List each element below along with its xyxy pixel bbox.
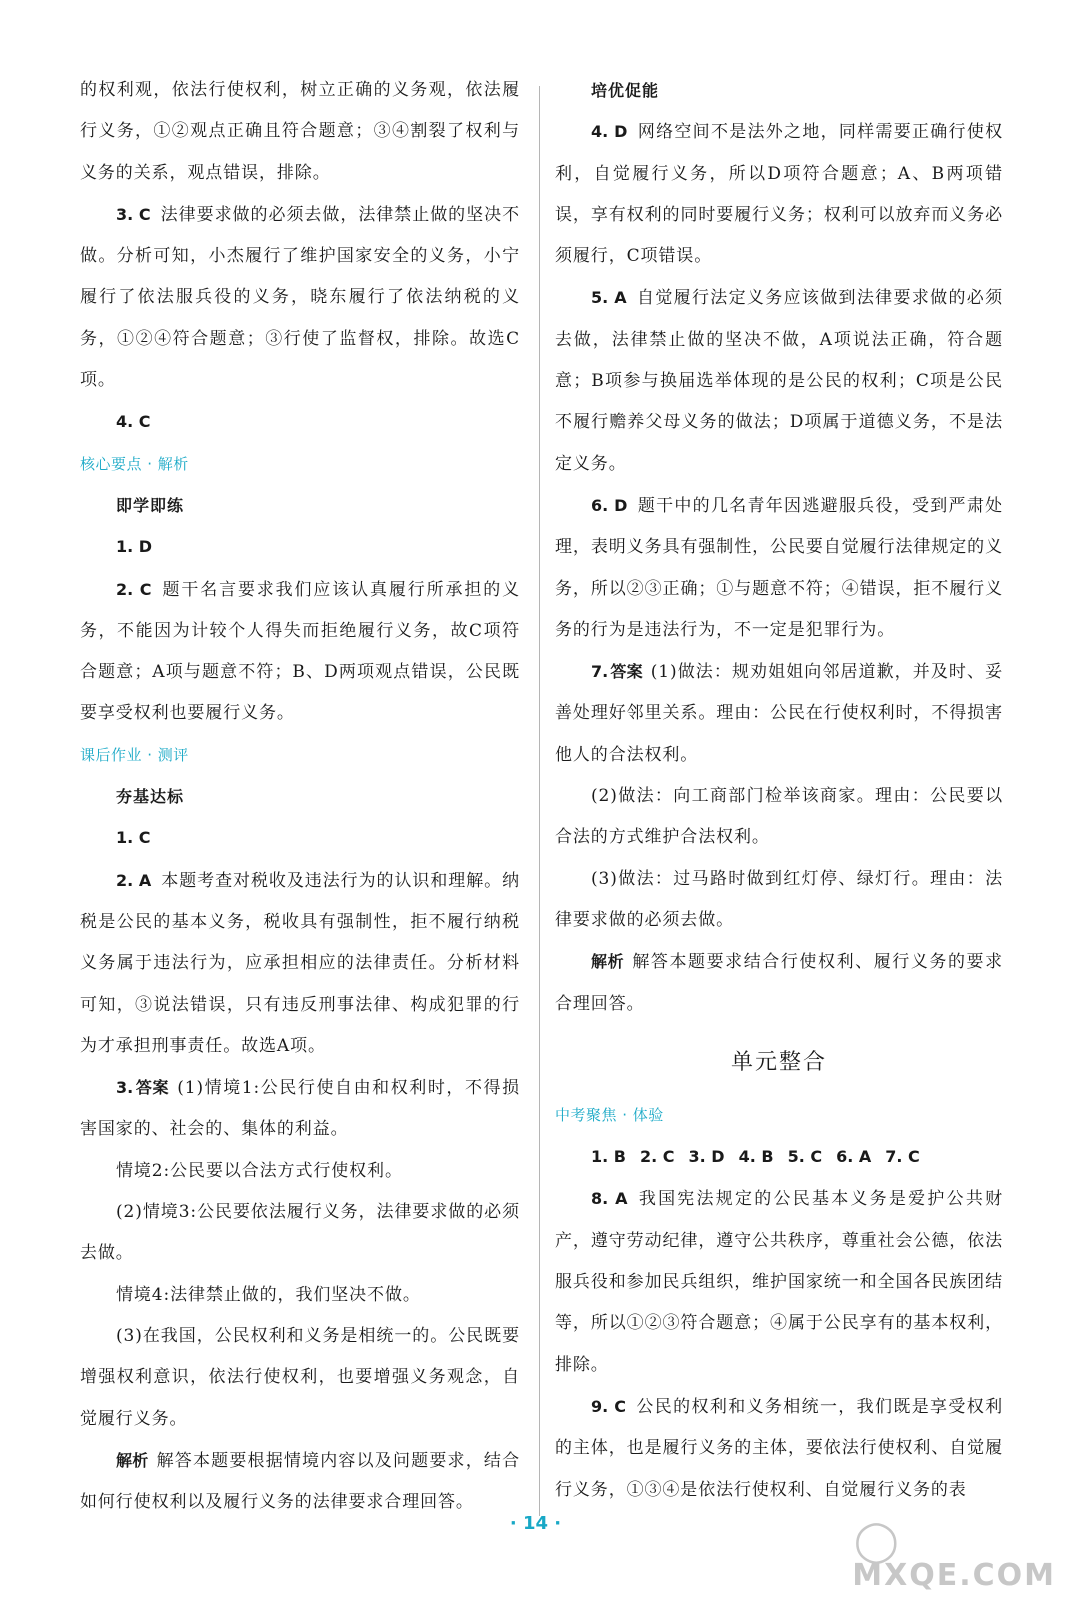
column-divider (539, 86, 540, 1516)
subsection-heading: 培优促能 (591, 81, 660, 100)
answer-key-item: 6. A (836, 1147, 872, 1167)
answer-explanation: 法律要求做的必须去做，法律禁止做的坚决不做。分析可知，小杰履行了维护国家安全的义务，小宁履行了依法服兵役的义务，晓东履行了依法纳税的义务，①②④符合题意；③行使了监督权，排除。故选C项。 (80, 204, 520, 391)
answer-number: 3. (116, 1078, 134, 1098)
answer-item (80, 817, 520, 859)
answer-number: 6. D (591, 495, 628, 515)
paragraph: 情境2:公民要以合法方式行使权利。 (116, 1160, 403, 1181)
answer-keyword: 答案 (610, 662, 643, 682)
answer-explanation: 公民的权利和义务相统一，我们既是享受权利的主体，也是履行义务的主体，要依法行使权利、自觉履行义务，①③④是依法行使权利、自觉履行义务的表 (555, 1396, 1004, 1500)
answer-key-item: 3. D (688, 1147, 725, 1167)
answer-item (80, 526, 520, 568)
analysis-paragraph (80, 1440, 520, 1524)
answer-explanation: 自觉履行法定义务应该做到法律要求做的必须去做，法律禁止做的坚决不做，A项说法正确，符合题意；B项参与换届选举体现的是公民的权利；C项是公民不履行赡养父母义务的做法；D项属于道德义务，不是法定义务。 (555, 288, 1004, 474)
answer-key-item: 2. C (639, 1147, 675, 1167)
analysis-keyword: 解析 (116, 1450, 149, 1470)
answer-number: 7. (591, 662, 609, 682)
answer-number: 8. A (591, 1189, 628, 1209)
paragraph: 的权利观，依法行使权利，树立正确的义务观，依法履行义务，①②观点正确且符合题意；③④割裂了权利与义务的关系，观点错误，排除。 (80, 80, 520, 183)
answer-explanation: 题干中的几名青年因逃避服兵役，受到严肃处理，表明义务具有强制性，公民要自觉履行法律规定的义务，所以②③正确；①与题意不符；④错误，拒不履行义务的行为是违法行为，不一定是犯罪行为。 (555, 495, 1004, 640)
answer-item (80, 401, 520, 443)
answer-explanation: 题干名言要求我们应该认真履行所承担的义务，不能因为计较个人得失而拒绝履行义务，故C项符合题意；A项与题意不符；B、D两项观点错误，公民既要享受权利也要履行义务。 (80, 579, 520, 724)
answer-key-item: 7. C (885, 1147, 920, 1167)
answer-key-item: 1. B (591, 1147, 626, 1167)
answer-number: 4. C (116, 412, 151, 432)
answer-item (80, 569, 520, 735)
section-heading: 核心要点 · 解析 (80, 454, 189, 473)
section-heading: 中考聚焦 · 体验 (555, 1105, 664, 1124)
answer-number: 2. A (116, 870, 152, 890)
answer-item (80, 1067, 520, 1151)
answer-explanation: (1)做法：规劝姐姐向邻居道歉，并及时、妥善处理好邻里关系。理由：公民在行使权利时，不得损害他人的合法权利。 (555, 662, 1003, 765)
answer-key-item: 4. B (738, 1147, 774, 1167)
answer-key-item: 5. C (787, 1147, 823, 1167)
answer-number: 5. A (591, 288, 627, 308)
answer-number: 4. D (591, 122, 628, 142)
answer-item (555, 485, 1003, 651)
paragraph: (3)在我国，公民权利和义务是相统一的。公民既要增强权利意识，依法行使权利，也要增强义务观念，自觉履行义务。 (80, 1325, 520, 1429)
answer-item (555, 1386, 1003, 1511)
analysis-paragraph (555, 941, 1003, 1025)
paragraph: (2)情境3:公民要依法履行义务，法律要求做的必须去做。 (80, 1202, 520, 1264)
answer-key-row (555, 1136, 1003, 1178)
section-heading: 课后作业 · 测评 (80, 745, 189, 764)
paragraph: (2)做法：向工商部门检举该商家。理由：公民要以合法的方式维护合法权利。 (555, 786, 1003, 848)
analysis-text: 解答本题要根据情境内容以及问题要求，结合如何行使权利以及履行义务的法律要求合理回答。 (80, 1450, 520, 1513)
answer-number: 1. D (116, 537, 153, 557)
answer-explanation: 我国宪法规定的公民基本义务是爱护公共财产，遵守劳动纪律，遵守公共秩序，尊重社会公德，依法服兵役和参加民兵组织，维护国家统一和全国各民族团结等，所以①②③符合题意；④属于公民享有的基本权利，排除。 (555, 1189, 1003, 1375)
answer-explanation: 网络空间不是法外之地，同样需要正确行使权利，自觉履行义务，所以D项符合题意；A、B两项错误，享有权利的同时要履行义务；权利可以放弃而义务必须履行，C项错误。 (555, 122, 1004, 267)
analysis-keyword: 解析 (591, 952, 625, 972)
answer-keyword: 答案 (135, 1078, 170, 1098)
subsection-heading: 夯基达标 (116, 787, 185, 807)
answer-item (555, 651, 1003, 776)
page-number: · 14 · (509, 1513, 562, 1534)
answer-explanation: (1)情境1:公民行使自由和权利时，不得损害国家的、社会的、集体的利益。 (80, 1078, 520, 1140)
answer-number: 1. C (116, 828, 151, 848)
answer-circle-icon: ◯ (854, 1518, 899, 1564)
watermark (848, 1518, 1056, 1593)
answer-item (555, 1178, 1003, 1385)
left-column (80, 70, 520, 1523)
subsection-heading: 即学即练 (116, 495, 185, 515)
paragraph: 情境4:法律禁止做的，我们坚决不做。 (116, 1284, 421, 1305)
answer-explanation: 本题考查对税收及违法行为的认识和理解。纳税是公民的基本义务，税收具有强制性，拒不履行纳税义务属于违法行为，应承担相应的法律责任。分析材料可知，③说法错误，只有违反刑事法律、构成犯罪的行为才承担刑事责任。故选A项。 (80, 870, 521, 1056)
answer-item (555, 277, 1003, 484)
answer-item (80, 860, 520, 1067)
answer-number: 2. C (116, 579, 152, 599)
answer-item (80, 194, 520, 401)
answer-item (555, 111, 1003, 277)
answer-number: 3. C (116, 204, 151, 224)
unit-title: 单元整合 (730, 1049, 827, 1075)
watermark-text: MXQE.COM (852, 1558, 1056, 1593)
paragraph: (3)做法：过马路时做到红灯停、绿灯行。理由：法律要求做的必须去做。 (555, 868, 1003, 930)
answer-number: 9. C (591, 1396, 626, 1416)
right-column (555, 70, 1003, 1511)
analysis-text: 解答本题要求结合行使权利、履行义务的要求合理回答。 (555, 952, 1003, 1014)
